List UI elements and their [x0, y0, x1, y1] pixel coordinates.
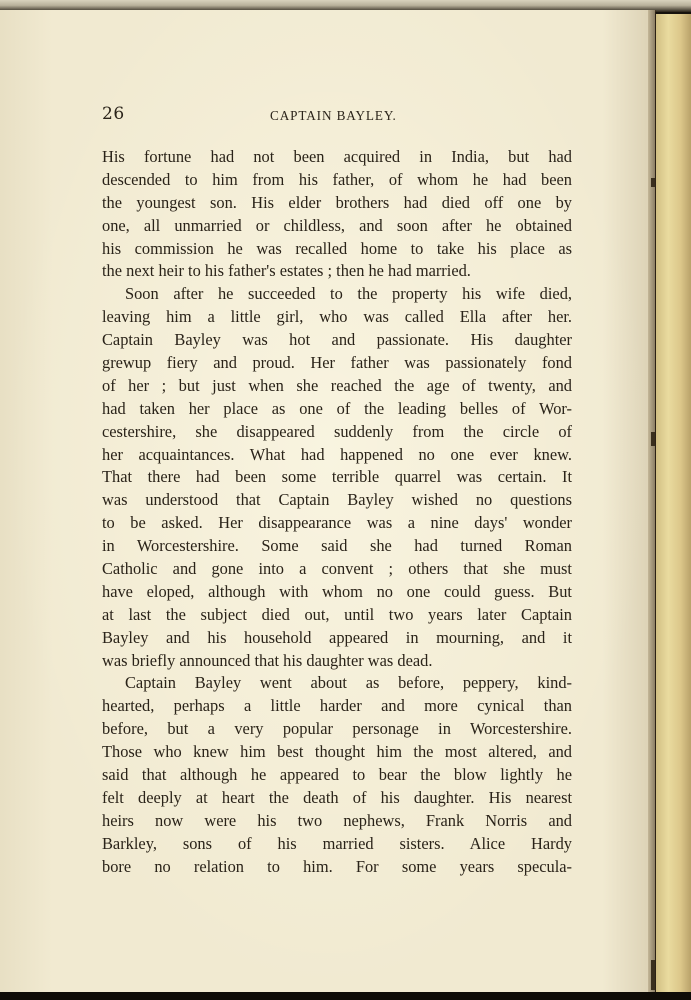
text-line: hearted, perhaps a little harder and more cynical than [102, 696, 572, 716]
text-line: bore no relation to him. For some years specula- [102, 856, 572, 876]
text-line: before, but a very popular personage in Worcestershire. [102, 719, 572, 739]
text-line: the next heir to his father's estates ; then he had married. [102, 261, 471, 281]
text-line: the youngest son. His elder brothers had died off one by [102, 192, 572, 212]
text-line: That there had been some terrible quarrel was certain. It [102, 467, 572, 487]
text-line: his commission he was recalled home to take his place as [102, 238, 572, 258]
text-line: Captain Bayley was hot and passionate. His daughter [102, 330, 572, 350]
text-line: Those who knew him best thought him the most altered, and [102, 742, 572, 762]
page-header [102, 104, 572, 128]
text-line: Bayley and his household appeared in mourning, and it [102, 627, 572, 647]
running-head: CAPTAIN BAYLEY. [270, 108, 397, 123]
text-line: of her ; but just when she reached the age of twenty, and [102, 375, 572, 395]
text-line: heirs now were his two nephews, Frank Norris and [102, 810, 572, 830]
text-line: her acquaintances. What had happened no one ever knew. [102, 444, 572, 464]
text-line: have eloped, although with whom no one could guess. But [102, 581, 572, 601]
text-line: grewup fiery and proud. Her father was passionately fond [102, 353, 572, 373]
text-line: descended to him from his father, of whom he had been [102, 169, 572, 189]
text-line: at last the subject died out, until two years later Captain [102, 604, 572, 624]
text-line: was briefly announced that his daughter was dead. [102, 650, 433, 670]
page-number: 26 [102, 104, 125, 124]
text-line: His fortune had not been acquired in India, but had [102, 147, 572, 166]
page-gutter-shadow [648, 10, 656, 994]
text-line: leaving him a little girl, who was called Ella after her. [102, 307, 572, 327]
page-edge-mark [651, 960, 655, 990]
body-text [102, 146, 572, 879]
page-edge-mark [651, 432, 655, 446]
text-line: to be asked. Her disappearance was a nine days' wonder [102, 513, 572, 533]
text-line: cestershire, she disappeared suddenly from the circle of [102, 421, 572, 441]
text-line: felt deeply at heart the death of his daughter. His nearest [102, 787, 572, 807]
book-page-edges [656, 14, 691, 992]
text-line: was understood that Captain Bayley wished no questions [102, 490, 572, 510]
text-line: one, all unmarried or childless, and soon after he obtained [102, 215, 572, 235]
text-line: Captain Bayley went about as before, peppery, kind- [125, 673, 572, 693]
scan-bottom-edge [0, 992, 691, 1000]
text-line: Barkley, sons of his married sisters. Alice Hardy [102, 833, 572, 853]
text-line: Catholic and gone into a convent ; others that she must [102, 559, 572, 579]
page-edge-mark [651, 178, 655, 187]
text-line: said that although he appeared to bear the blow lightly he [102, 765, 572, 785]
text-line: had taken her place as one of the leading belles of Wor- [102, 398, 572, 418]
text-line: in Worcestershire. Some said she had turned Roman [102, 536, 572, 556]
text-line: Soon after he succeeded to the property his wife died, [125, 284, 572, 304]
